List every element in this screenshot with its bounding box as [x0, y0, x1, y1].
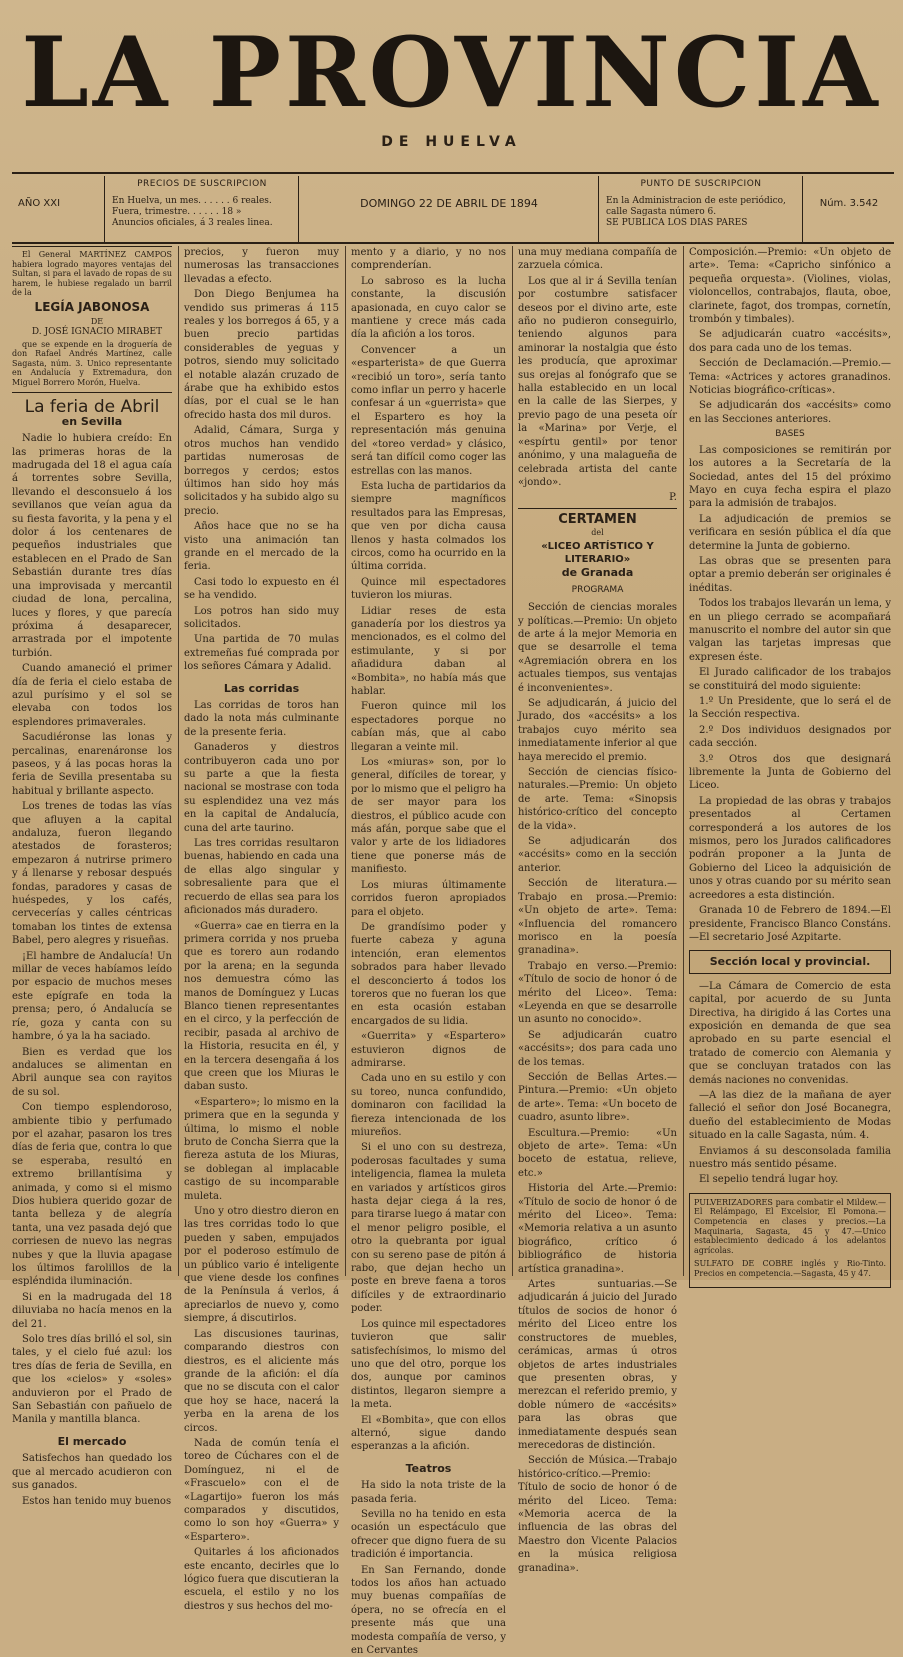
legia-ad: [12, 246, 172, 393]
article-paragraph: Sección de ciencias físico-naturales.—Premio: Un objeto de arte. Tema: «Sinopsis histórico-crítico del concepto de la vida».: [518, 767, 677, 832]
article-paragraph: Nadie lo hubiera creído: En las primeras horas de la madrugada del 18 el agua caía á torrentes sobre Sevilla, llevando el desconsuelo á los sevillanos que veían agua da su fiesta favorita, y la pena y el dolor á los centenares de pequeños industriales que establecen en el Prado de San Sebastián durante tres días una improvisada y mercantil ciudad de lona, percalina, luces y flores, y que parecía próxima á desaparecer, arrastrada por el impotente turbión.: [12, 433, 172, 659]
article-paragraph: Los trenes de todas las vías que afluyen a la capital andaluza, fueron llegando atestados de forasteros; empezaron á nutrirse primero y á llenarse y rebosar después fondas, paradores y casas de huéspedes, y los cafés, cervecerías y calles céntricas tomaban los tintes de extensa Babel, pero alegres y risueñas.: [12, 801, 172, 947]
info-bar: [12, 176, 894, 242]
article-paragraph: En San Fernando, donde todos los años han actuado muy buenas compañías de ópera, no se ofrecía en el presente más que una modesta compañía de verso, y en Cervantes: [351, 1564, 506, 1657]
section-divider: [518, 508, 677, 509]
column-3: [351, 246, 507, 1657]
certamen-del: del: [591, 528, 604, 538]
article-paragraph: Las corridas de toros han dado la nota más culminante de la presente feria.: [184, 700, 339, 738]
legia-ad-detail: que se expende en la droguería de don Rafael Andrés Martínez, calle Sagasta, núm. 3. Unico representante en Andalucía y Extremadura, don Miguel Borrero Morón, Huelva.: [12, 339, 172, 387]
article-paragraph: Adalid, Cámara, Surga y otros muchos han vendido partidas numerosas de borregos y cerdos; estos últimos han sido hoy más solicitados y ha subido algo su precio.: [184, 425, 339, 517]
article-paragraph: 3.º Otros dos que designará libremente la Junta de Gobierno del Liceo.: [689, 753, 891, 792]
masthead-subtitle: DE HUELVA: [381, 134, 522, 150]
column-4: [518, 246, 677, 1574]
article-paragraph: Los quince mil espectadores tuvieron que salir satisfechísimos, lo mismo del uno que del otro, porque los dos, aunque por caminos distintos, llegaron siempre a la meta.: [351, 1318, 506, 1411]
article-paragraph: Años hace que no se ha visto una animación tan grande en el mercado de la feria.: [184, 521, 339, 573]
issue-date: DOMINGO 22 DE ABRIL DE 1894: [360, 197, 538, 210]
article-paragraph: Las discusiones taurinas, comparando diestros con diestros, es el aliciente más grande de la afición: el día que no se discuta con el calor que hoy se hace, nacerá la yerba en la arena de los circos.: [184, 1328, 339, 1434]
number-cell: [804, 176, 894, 242]
pulverizadores-ad: PULVERIZADORES para combatir el Mildew.—El Relámpago, El Excelsior, El Pomona.—Competencia en clases y precios.—La Maquinaria, Sagasta, 45 y 47.—Unico establecimiento dedicado á los adelantos agrícolas.: [694, 1197, 886, 1255]
column-5: [689, 246, 891, 1276]
year-label: AÑO XXI: [18, 198, 61, 209]
article-paragraph: Uno y otro diestro dieron en las tres corridas todo lo que pueden y saben, empujados por el poderoso estímulo de un público vario é inteligente que viene desde los confines de la Península á verlos, á apreciarlos de nuevo y, como siempre, á discutirlos.: [184, 1206, 339, 1325]
certamen-city: de Granada: [561, 566, 634, 580]
article-paragraph: El Jurado calificador de los trabajos se constituirá del modo siguiente:: [689, 667, 891, 692]
article-paragraph: Sección de literatura.—Trabajo en prosa.—Premio: «Un objeto de arte». Tema: «Influencia del romancero morisco en la poesía granadina».: [518, 878, 677, 957]
prices-line-1: En Huelva, un mes. . . . . . 6 reales.: [112, 196, 272, 206]
article-paragraph: Convencer a un «esparterista» de que Guerra «recibió un toro», sería tanto como inflar un perro y hacerle confesar á un «guerrista» que el Espartero es hoy la representación más genuina del «toreo verdad» y clásico, será tan difícil como coger las estrellas con las manos.: [351, 344, 506, 477]
year-cell: [12, 176, 105, 242]
legia-ad-de: DE: [90, 316, 104, 326]
article-paragraph: Estos han tenido muy buenos: [22, 1495, 172, 1507]
article-paragraph: Quince mil espectadores tuvieron los miuras.: [351, 576, 506, 602]
article-paragraph: Los que al ir á Sevilla tenían por costumbre satisfacer deseos por el divino arte, este año no pudieron conseguirlo, teniendo algunos para aminorar la nostalgia que ésto les producía, que aproximar sus orejas al fonógrafo que se halla establecido en un local en la calle de las Sierpes, y previo pago de una peseta oír la «Marina» por Verje, el «espírtu gentil» por tenor anónimo, y una malagueña de celebrada artista del cante «jondo».: [518, 275, 677, 488]
bottom-rule: [12, 242, 894, 244]
article-paragraph: Si en la madrugada del 18 diluviaba no hacía menos en la del 21.: [12, 1291, 172, 1330]
point-line-2: calle Sagasta número 6.: [606, 207, 717, 217]
article-paragraph: ¡El hambre de Andalucía! Un millar de veces habíamos leído por espacio de muchos meses este epígrafe en toda la prensa; pero, ó Andalucía se ríe, goza y canta con su hambre, ó ya la ha saciado.: [12, 950, 172, 1043]
article-paragraph: Sección de ciencias morales y políticas.—Premio: Un objeto de arte á la mejor Memoria en que se desarrolle el tema «Agremiación obrera en los actuales tiempos, sus ventajas é inconvenientes».: [518, 602, 677, 694]
column-2: [184, 246, 339, 1612]
article-paragraph: precios, y fueron muy numerosas las transacciones llevadas a efecto.: [184, 247, 339, 285]
article-paragraph: Se adjudicarán cuatro «accésits», dos para cada uno de los temas.: [689, 329, 891, 354]
certamen-title: CERTAMEN: [558, 511, 637, 527]
article-paragraph: Con tiempo esplendoroso, ambiente tibio y perfumado por el azahar, pasaron los tres días de feria que, contra lo que se esperaba, resultó en extremo brillantísima y animada, y como si el mismo Dios hubiera querido gozar de tanta belleza y de alegría tanta, una vez pasada dejó que corriesen de nuevo las negras nubes y que la lluvia apagase los últimos farolillos de la espléndida iluminación.: [12, 1102, 172, 1288]
article-paragraph: Historia del Arte.—Premio: «Título de socio de honor ó de mérito del Liceo». Tema: «Memoria relativa a un asunto biográfico, crítico ó bibliográfico de historia artística granadina».: [518, 1183, 677, 1275]
masthead-title: LA PROVINCIA: [21, 16, 882, 129]
column-1: [12, 246, 172, 1507]
feria-title: La feria de Abril: [24, 397, 160, 418]
article-paragraph: Satisfechos han quedado los que al mercado acudieron con sus ganados.: [12, 1453, 172, 1492]
article-paragraph: Ha sido la nota triste de la pasada feria.: [351, 1480, 506, 1505]
article-paragraph: Solo tres días brilló el sol, sin tales, y el cielo fué azul: los tres días de feria de Sevilla, en que los «cielos» y «soles» anduvieron por el Prado de San Sebastián con pañuelo de Manila y mantilla blanca.: [12, 1334, 172, 1426]
teatros-title: Teatros: [405, 1461, 452, 1475]
article-paragraph: Escultura.—Premio: «Un objeto de arte». Tema: «Un boceto de estatua, relieve, etc.»: [518, 1127, 677, 1179]
column-separator: [345, 246, 346, 1276]
article-paragraph: Esta lucha de partidarios da siempre magníficos resultados para las Empresas, que ven por dicha causa llenos y hasta colmados los circos, como ha ocurrido en la última corrida.: [351, 480, 506, 573]
article-paragraph: Trabajo en verso.—Premio: «Título de socio de honor ó de mérito del Liceo». Tema: «Leyenda en que se desarrolle un asunto no conocido».: [518, 960, 677, 1026]
article-paragraph: Si el uno con su destreza, poderosas facultades y suma inteligencia, flamea la muleta en variados y artísticos giros hasta dejar ciega á la res, para tirarse luego á matar con el menor peligro posible, el otro la quebranta por igual con su sereno pase de pitón á rabo, que dejan hecho un poste en breve faena a toros difíciles y de extraordinario poder.: [351, 1142, 506, 1315]
top-rule: [12, 172, 894, 174]
article-paragraph: Enviamos á su desconsolada familia nuestro más sentido pésame.: [689, 1145, 891, 1170]
article-signature: P.: [669, 492, 677, 504]
prices-cell: [106, 176, 299, 242]
article-paragraph: Composición.—Premio: «Un objeto de arte». Tema: «Capricho sinfónico a pequeña orquesta». (Violines, violas, violoncellos, contrabajos, flauta, oboe, clarinete, fagot, dos trompas, cornetín, trombón y timbales).: [689, 247, 891, 326]
column-separator: [178, 246, 179, 1276]
article-paragraph: Ganaderos y diestros contribuyeron cada uno por su parte a que la fiesta nacional se mostrase con toda su esplendidez una vez más en la capital de Andalucía, cuna del arte taurino.: [184, 742, 339, 834]
sulfato-ad: SULFATO DE COBRE inglés y Rio-Tinto. Precios en competencia.—Sagasta, 45 y 47.: [694, 1259, 886, 1278]
article-paragraph: El sepelio tendrá lugar hoy.: [699, 1174, 839, 1186]
local-section-banner: Sección local y provincial.: [689, 950, 891, 973]
article-paragraph: Casi todo lo expuesto en él se ha vendido.: [184, 576, 339, 602]
article-paragraph: Sección de Música.—Trabajo histórico-crítico.—Premio: Título de socio de honor ó de mérito del Liceo. Tema: «Memoria acerca de la influencia de las obras del Maestro don Vicente Palacios en la música religiosa granadina».: [518, 1455, 677, 1574]
prices-line-3: Anuncios oficiales, á 3 reales linea.: [112, 218, 273, 228]
article-paragraph: una muy mediana compañía de zarzuela cómica.: [518, 247, 677, 272]
article-paragraph: Bien es verdad que los andaluces se alimentan en Abril aunque sea con rayitos de su sol.: [12, 1046, 172, 1098]
prices-line-2: Fuera, trimestre. . . . . . 18 »: [112, 207, 242, 217]
article-paragraph: Lidiar reses de esta ganadería por los diestros ya mencionados, es el colmo del estimulante, y si por añadidura daban al «Bombita», no había más que hablar.: [351, 605, 506, 697]
article-paragraph: «Guerrita» y «Espartero» estuvieron dignos de admirarse.: [351, 1031, 506, 1069]
article-paragraph: Los miuras últimamente corridos fueron apropiados para el objeto.: [351, 879, 506, 918]
article-paragraph: Sevilla no ha tenido en esta ocasión un espectáculo que ofrecer que digno fuera de su tradición é importancia.: [351, 1508, 506, 1561]
column-separator: [512, 246, 513, 1276]
schedule-line: SE PUBLICA LOS DIAS PARES: [606, 218, 748, 228]
article-paragraph: Quitarles á los aficionados este encanto, decirles que lo lógico fuera que discutieran la escuela, el estilo y no los diestros y sus hechos del mo-: [184, 1547, 339, 1612]
date-cell: [300, 176, 599, 242]
article-paragraph: Sección de Declamación.—Premio.—Tema: «Actrices y actores granadinos. Noticias biográfico-críticas».: [689, 358, 891, 397]
article-paragraph: 2.º Dos individuos designados por cada sección.: [689, 724, 891, 750]
article-paragraph: Las tres corridas resultaron buenas, habiendo en cada una de ellas algo singular y sobresaliente para que el recuerdo de ellas sea para los aficionados más duradero.: [184, 838, 339, 917]
article-paragraph: La propiedad de las obras y trabajos presentados al Certamen corresponderá a los autores de los mismos, pero los Jurados calificadores podrán proponer a la Junta de Gobierno del Liceo la adquisición de unos y otras cuando por su mérito sean acreedores a esta distinción.: [689, 795, 891, 901]
article-paragraph: Don Diego Benjumea ha vendido sus primeras á 115 reales y los borregos á 65, y a buen precio partidas considerables de yeguas y potros, siendo muy solicitado el notable alazán cruzado de árabe que ha exhibido estos días, por el cual se le han ofrecido hasta dos mil duros.: [184, 289, 339, 421]
article-paragraph: Cuando amaneció el primer día de feria el cielo estaba de azul purísimo y el sol se elevaba con todos los esplendores primaverales.: [12, 663, 172, 728]
legia-ad-lead: El General MARTÍNEZ CAMPOS habiera logrado mayores ventajas del Sultan, si para el lavado de ropas de su harem, le hubiese regalado un barril de la: [12, 250, 172, 297]
article-paragraph: Las composiciones se remitirán por los autores a la Secretaría de la Sociedad, antes del 15 del próximo Mayo en cuya fecha espira el plazo para la admisión de trabajos.: [689, 444, 891, 510]
article-paragraph: Sacudiéronse las lonas y percalinas, enarenáronse los paseos, y á las pocas horas la feria de Sevilla presentaba su habitual y brillante aspecto.: [12, 732, 172, 797]
article-paragraph: Sección de Bellas Artes.—Pintura.—Premio: «Un objeto de arte». Tema: «Un boceto de cuadro, asunto libre».: [518, 1071, 677, 1124]
point-cell: [600, 176, 803, 242]
article-paragraph: —A las diez de la mañana de ayer falleció el señor don José Bocanegra, dueño del establecimiento de Modas situado en la calle Sagasta, núm. 4.: [689, 1089, 891, 1142]
column-separator: [683, 246, 684, 1276]
article-paragraph: La adjudicación de premios se verificara en sesión pública el día que determine la Junta de gobierno.: [689, 513, 891, 552]
article-paragraph: Cada uno en su estilo y con su toreo, nunca confundido, dominaron con facilidad la fiereza intencionada de los miureños.: [351, 1073, 506, 1138]
article-paragraph: Se adjudicarán cuatro «accésits»; dos para cada uno de los temas.: [518, 1029, 677, 1068]
article-paragraph: mento y a diario, y no nos comprenderían.: [351, 247, 506, 272]
point-line-1: En la Administracion de este periódico,: [606, 196, 786, 206]
article-paragraph: Todos los trabajos llevarán un lema, y en un pliego cerrado se acompañará manuscrito el nombre del autor sin que valgan las tarjetas impresas que expresen éste.: [689, 598, 891, 663]
feria-subtitle: en Sevilla: [61, 414, 123, 428]
article-paragraph: —La Cámara de Comercio de esta capital, por acuerdo de su Junta Directiva, ha dirigido á las Cortes una exposición en demanda de que sea aprobado en su parte esencial el tratado de comercio con Alemania y que se concluyan tratados con las demás naciones no convenidas.: [689, 980, 891, 1086]
article-paragraph: El «Bombita», que con ellos alternó, sigue dando esperanzas a la afición.: [351, 1414, 506, 1453]
article-paragraph: Una partida de 70 mulas extremeñas fué comprada por los señores Cámara y Adalid.: [184, 634, 339, 673]
agricultural-ad-box: [689, 1193, 891, 1288]
article-paragraph: Los «miuras» son, por lo general, difíciles de torear, y por lo mismo que el peligro ha de ser mayor para los diestros, el público acude con más afán, porque sabe que el valor y arte de los lidiadores tiene que ponerse más de manifiesto.: [351, 757, 507, 876]
issue-number: Núm. 3.542: [819, 198, 879, 209]
corridas-title: Las corridas: [223, 681, 300, 695]
certamen-liceo: «LICEO ARTÍSTICO Y LITERARIO»: [541, 540, 654, 565]
article-paragraph: «Espartero»; lo mismo en la primera que en la segunda y última, lo mismo el noble bruto de Concha Sierra que la fiereza astuta de los Miuras, se doblegan al implacable castigo de su incomparable muleta.: [184, 1096, 339, 1202]
article-paragraph: Se adjudicarán dos «accésits» como en las Secciones anteriores.: [689, 400, 891, 425]
bases-heading: BASES: [775, 429, 805, 440]
article-paragraph: «Guerra» cae en tierra en la primera corrida y nos prueba que es torero aun rodando por la arena; en la segunda nos demuestra cómo las manos de Domínguez y Lucas Blanco tienen representantes en el circo, y la perfección de recibir, pasada al archivo de la Historia, resucita en él, y en la tercera desengaña á los que creen que los Miuras le daban susto.: [184, 920, 339, 1093]
article-paragraph: De grandísimo poder y fuerte cabeza y aguna intención, eran elementos sobrados para haber llevado el desconcierto á todos los toreros que no fueran los que en esta ocasión estaban encargados de su lidia.: [351, 921, 506, 1027]
article-paragraph: Se adjudicarán, á juicio del Jurado, dos «accésits» a los trabajos cuyo mérito sea inmediatamente inferior al que haya merecido el premio.: [518, 698, 677, 763]
legia-ad-product: LEGÍA JABONOSA: [34, 299, 150, 314]
article-paragraph: Artes suntuarias.—Se adjudicarán á juicio del Jurado títulos de socios de honor ó mérito del Liceo entre los constructores de muebles, cerámicas, armas ú otros objetos de artes industriales que presenten obras, y merezcan el referido premio, y doble número de «accésits» para las obras que inmediatamente después sean merecedoras de distinción.: [518, 1279, 677, 1451]
programa-heading: PROGRAMA: [571, 584, 624, 595]
article-paragraph: Las obras que se presenten para optar a premio deberán ser originales é inéditas.: [689, 555, 891, 594]
article-paragraph: 1.º Un Presidente, que lo será el de la Sección respectiva.: [689, 696, 891, 721]
article-paragraph: Granada 10 de Febrero de 1894.—El presidente, Francisco Blanco Constáns.—El secretario José Azpitarte.: [689, 905, 891, 943]
article-paragraph: Se adjudicarán dos «accésits» como en la sección anterior.: [518, 836, 677, 874]
legia-ad-maker: D. JOSÉ IGNACIO MIRABET: [31, 327, 163, 338]
article-paragraph: Lo sabroso es la lucha constante, la discusión apasionada, en cuyo calor se mantiene y crece más cada día la afición a los toros.: [351, 275, 506, 341]
article-paragraph: Fueron quince mil los espectadores porque no cabían más, que al cabo llegaran a veinte mil.: [351, 701, 506, 753]
article-paragraph: Los potros han sido muy solicitados.: [184, 605, 339, 630]
article-paragraph: Nada de común tenía el toreo de Cúchares con el de Domínguez, ni el de «Frascuelo» con el de «Lagartijo» fueron los más comparados y discutidos, como lo son hoy «Guerra» y «Espartero».: [184, 1437, 339, 1543]
mercado-title: El mercado: [57, 1434, 127, 1448]
point-title: PUNTO DE SUSCRIPCION: [640, 179, 762, 189]
prices-title: PRECIOS DE SUSCRIPCION: [137, 179, 267, 189]
